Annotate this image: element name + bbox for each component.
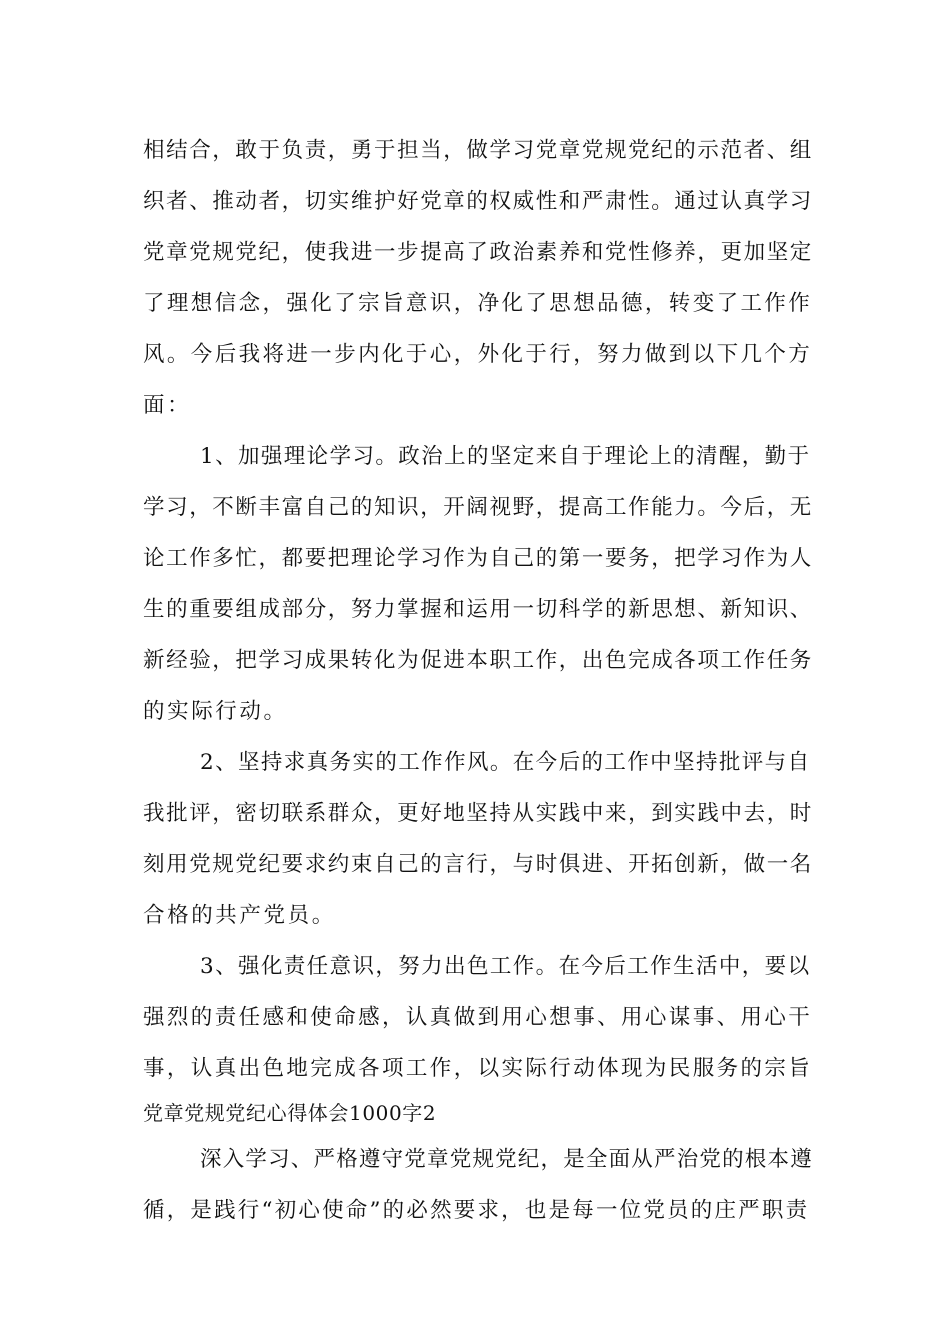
text-line: 深入学习、严格遵守党章党规党纪，是全面从严治党的根本遵 — [200, 1147, 813, 1172]
text-line: 织者、推动者，切实维护好党章的权威性和严肃性。通过认真学习 — [143, 189, 813, 214]
text-line: 相结合，敢于负责，勇于担当，做学习党章党规党纪的示范者、组 — [143, 138, 813, 163]
text-line: 学习，不断丰富自己的知识，开阔视野，提高工作能力。今后，无 — [143, 495, 813, 520]
text-line: 面： — [143, 393, 192, 418]
text-line: 了理想信念，强化了宗旨意识，净化了思想品德，转变了工作作 — [143, 291, 813, 316]
list-item-1-text: 1、加强理论学习。政治上的坚定来自于理论上的清醒，勤于 — [200, 444, 811, 469]
text-line: 生的重要组成部分，努力掌握和运用一切科学的新思想、新知识、 — [143, 597, 813, 622]
text-line: 风。今后我将进一步内化于心，外化于行，努力做到以下几个方 — [143, 342, 813, 367]
text-line: 党章党规党纪，使我进一步提高了政治素养和党性修养，更加坚定 — [143, 240, 813, 265]
text-line: 的实际行动。 — [143, 699, 288, 724]
list-item-3-text: 3、强化责任意识，努力出色工作。在今后工作生活中，要以 — [200, 954, 811, 979]
text-line: 论工作多忙，都要把理论学习作为自己的第一要务，把学习作为人 — [143, 546, 813, 571]
section-heading: 党章党规党纪心得体会1000字2 — [143, 1101, 437, 1125]
text-line: 刻用党规党纪要求约束自己的言行，与时俱进、开拓创新，做一名 — [143, 852, 813, 877]
text-line: 循，是践行“初心使命”的必然要求，也是每一位党员的庄严职责 — [143, 1198, 810, 1223]
text-line: 强烈的责任感和使命感，认真做到用心想事、用心谋事、用心干 — [143, 1005, 813, 1030]
text-line: 新经验，把学习成果转化为促进本职工作，出色完成各项工作任务 — [143, 648, 813, 673]
list-item-2-text: 2、坚持求真务实的工作作风。在今后的工作中坚持批评与自 — [200, 750, 811, 775]
text-line: 我批评，密切联系群众，更好地坚持从实践中来，到实践中去，时 — [143, 801, 813, 826]
text-line: 事，认真出色地完成各项工作，以实际行动体现为民服务的宗旨 — [143, 1056, 813, 1081]
text-line: 合格的共产党员。 — [143, 903, 336, 928]
